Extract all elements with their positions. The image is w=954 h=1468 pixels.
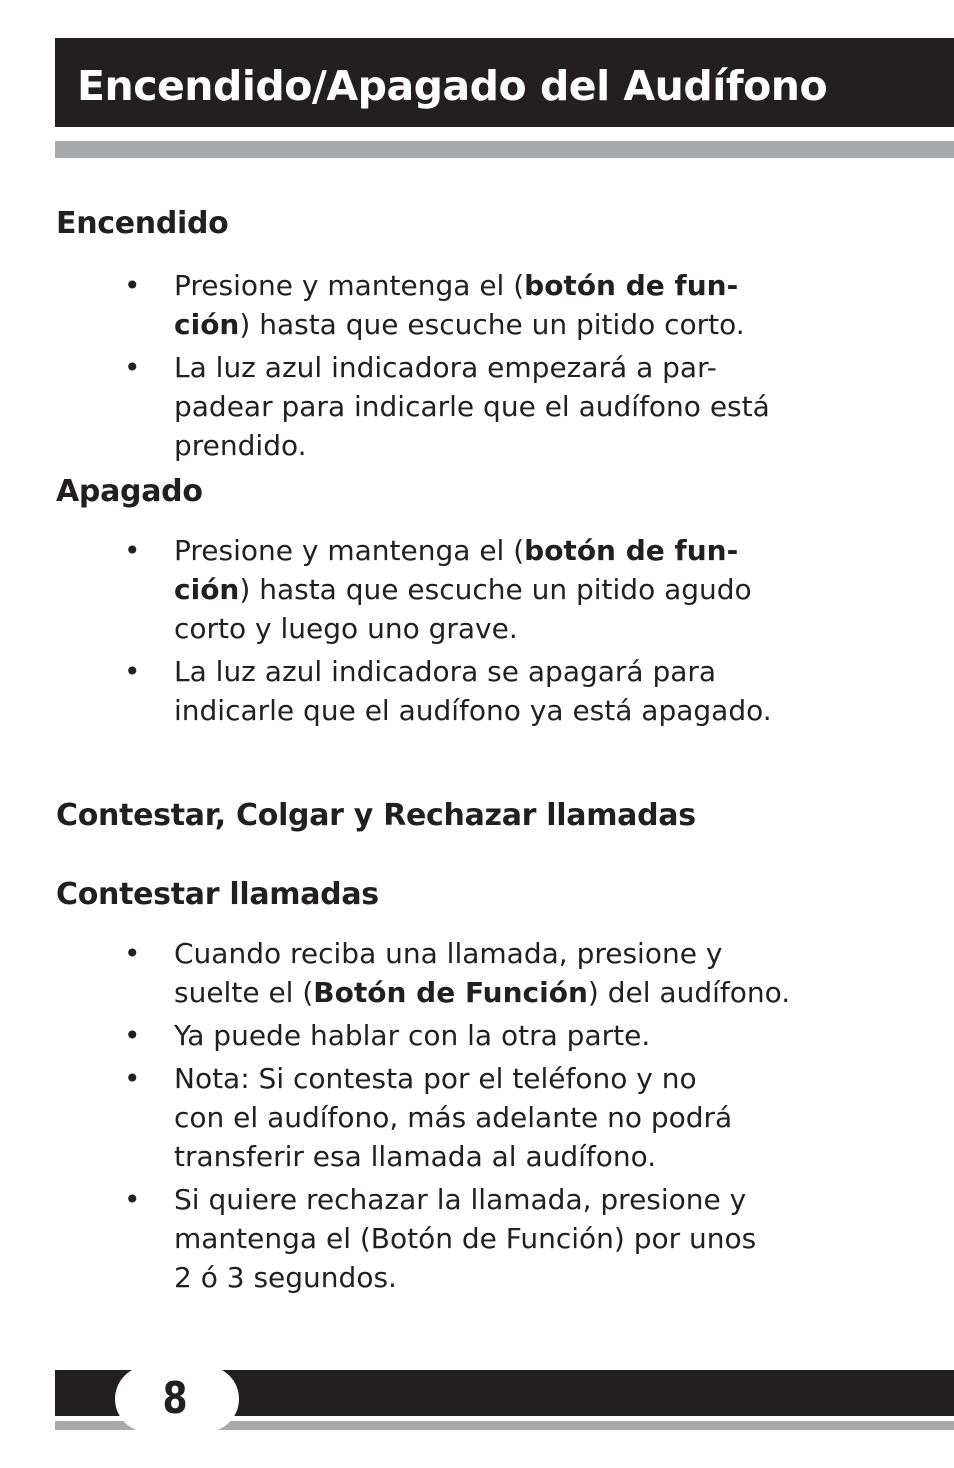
bullet-glyph: • xyxy=(124,937,141,970)
bullet-glyph: • xyxy=(124,1019,141,1052)
apagado-list xyxy=(0,531,772,734)
list-item: • Cuando reciba una llamada, presione y suelte el (Botón de Función) del audífono. xyxy=(0,934,790,1012)
bullet-glyph: • xyxy=(124,269,141,302)
bullet-glyph: • xyxy=(124,351,141,384)
list-item: • Si quiere rechazar la llamada, presione y mantenga el (Botón de Función) por unos 2 ó 3 segundos. xyxy=(0,1180,790,1297)
bullet-glyph: • xyxy=(124,534,141,567)
bullet-glyph: • xyxy=(124,1062,141,1095)
list-item: • Ya puede hablar con la otra parte. xyxy=(0,1016,790,1055)
section-heading-encendido: Encendido xyxy=(56,206,229,241)
header-divider xyxy=(55,141,954,158)
section-heading-llamadas: Contestar, Colgar y Rechazar llamadas xyxy=(56,798,696,833)
bullet-glyph: • xyxy=(124,655,141,688)
list-item: • Nota: Si contesta por el teléfono y no con el audífono, más adelante no podrá transferir esa llamada al audífono. xyxy=(0,1059,790,1176)
page-title: Encendido/Apagado del Audífono xyxy=(77,62,828,110)
page-number: 8 xyxy=(162,1373,188,1424)
list-item: • Presione y mantenga el (botón de fun- ción) hasta que escuche un pitido agudo corto y luego uno grave. xyxy=(0,531,772,648)
header-bar xyxy=(55,38,954,127)
list-item: • Presione y mantenga el (botón de fun- ción) hasta que escuche un pitido corto. xyxy=(0,266,770,344)
section-heading-contestar: Contestar llamadas xyxy=(56,877,379,912)
list-item: • La luz azul indicadora se apagará para indicarle que el audífono ya está apagado. xyxy=(0,652,772,730)
bullet-glyph: • xyxy=(124,1183,141,1216)
encendido-list xyxy=(0,266,770,469)
list-item: • La luz azul indicadora empezará a par- padear para indicarle que el audífono está prendido. xyxy=(0,348,770,465)
contestar-list xyxy=(0,934,790,1301)
section-heading-apagado: Apagado xyxy=(56,474,203,509)
